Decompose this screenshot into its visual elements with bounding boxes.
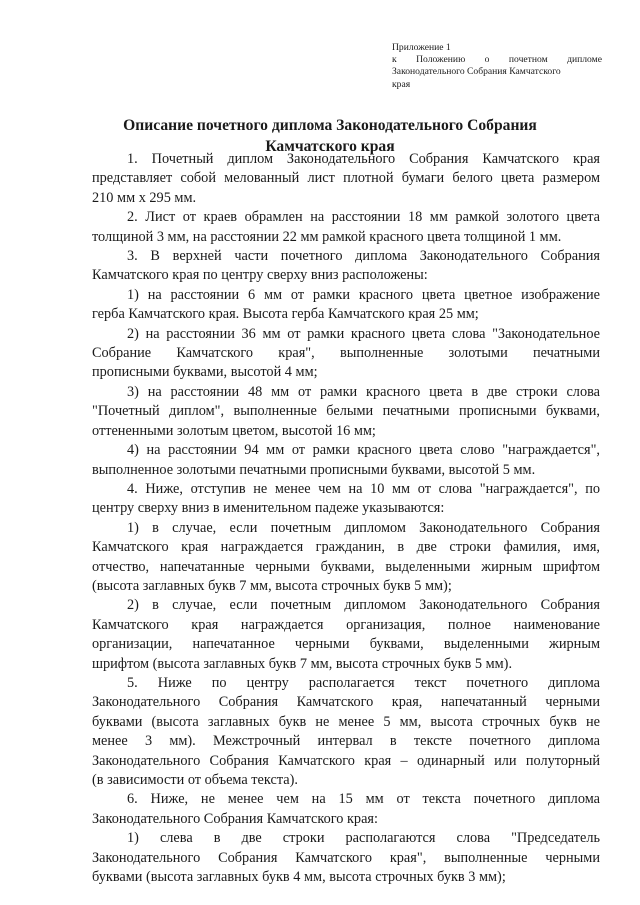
body-line: (в зависимости от объема текста). bbox=[92, 772, 298, 788]
body-line: толщиной 3 мм, на расстоянии 22 мм рамкой красного цвета толщиной 1 мм. bbox=[92, 228, 562, 245]
body-line: прописными буквами, высотой 4 мм; bbox=[92, 364, 318, 381]
body-line: буквами (высота заглавных букв не менее 5 мм, высота строчных букв не bbox=[92, 713, 600, 730]
body-line: 3. В верхней части почетного диплома Законодательного Собрания bbox=[127, 248, 600, 265]
body-line: 2) на расстоянии 36 мм от рамки красного цвета слова "Законодательное bbox=[127, 325, 600, 342]
appendix-note bbox=[392, 42, 602, 91]
body-line: 6. Ниже, не менее чем на 15 мм от текста почетного диплома bbox=[127, 791, 600, 808]
body-line: 5. Ниже по центру располагается текст почетного диплома bbox=[127, 674, 600, 691]
body-line: Собрание Камчатского края", выполненные золотыми печатными bbox=[92, 345, 600, 362]
body-line: шрифтом (высота заглавных букв 7 мм, высота строчных букв 5 мм). bbox=[92, 655, 513, 672]
body-line: герба Камчатского края. Высота герба Камчатского края 25 мм; bbox=[92, 306, 479, 323]
body-line: 4) на расстоянии 94 мм от рамки красного цвета слово "награждается", bbox=[127, 442, 600, 459]
body-line: оттененными золотым цветом, высотой 16 мм; bbox=[92, 422, 376, 439]
body-line: Законодательного Собрания Камчатского края: bbox=[92, 810, 378, 827]
appendix-line: края bbox=[392, 78, 411, 90]
document-body bbox=[92, 150, 600, 887]
body-line: буквами (высота заглавных букв 4 мм, высота строчных букв 3 мм); bbox=[92, 869, 506, 886]
body-line: 1) на расстоянии 6 мм от рамки красного цвета цветное изображение bbox=[127, 286, 600, 303]
title-line: Камчатского края bbox=[265, 138, 395, 155]
body-line: (высота заглавных букв 7 мм, высота строчных букв 5 мм); bbox=[92, 577, 452, 594]
body-line: 4. Ниже, отступив не менее чем на 10 мм от слова "награждается", по bbox=[127, 480, 600, 497]
body-line: Камчатского края награждается гражданин, в две строки фамилия, имя, bbox=[92, 539, 600, 556]
body-line: 2. Лист от краев обрамлен на расстоянии 18 мм рамкой золотого цвета bbox=[127, 209, 600, 226]
body-line: 1) в случае, если почетным дипломом Законодательного Собрания bbox=[127, 519, 600, 536]
body-line: "Почетный диплом", выполненные белыми печатными прописными буквами, bbox=[92, 403, 600, 420]
body-line: 3) на расстоянии 48 мм от рамки красного цвета в две строки слова bbox=[127, 383, 600, 400]
title-line: Описание почетного диплома Законодательного Собрания bbox=[123, 117, 537, 134]
body-line: Камчатского края по центру сверху вниз расположены: bbox=[92, 267, 428, 284]
body-line: центру сверху вниз в именительном падеже указываются: bbox=[92, 500, 445, 517]
appendix-line: Приложение 1 bbox=[392, 42, 451, 53]
body-line: Законодательного Собрания Камчатского края, напечатанный черными bbox=[92, 694, 600, 711]
body-line: 210 мм х 295 мм. bbox=[92, 189, 197, 206]
body-line: Законодательного Собрания Камчатского края – одинарный или полуторный bbox=[92, 752, 600, 769]
body-line: 1) слева в две строки располагаются слова "Председатель bbox=[127, 830, 600, 847]
body-line: представляет собой мелованный лист плотной бумаги белого цвета размером bbox=[92, 170, 600, 187]
body-line: отчество, напечатанные черными буквами, выделенными жирным шрифтом bbox=[92, 558, 600, 575]
body-line: выполненное золотыми печатными прописными буквами, высотой 5 мм. bbox=[92, 461, 536, 478]
body-line: 1. Почетный диплом Законодательного Собрания Камчатского края bbox=[127, 151, 600, 167]
body-line: Законодательного Собрания Камчатского края", выполненные черными bbox=[92, 849, 600, 866]
appendix-line: Законодательного Собрания Камчатского bbox=[392, 66, 561, 78]
body-line: организации, напечатанное черными буквами, выделенными жирным bbox=[92, 636, 600, 653]
appendix-line: к Положению о почетном дипломе bbox=[392, 54, 602, 66]
body-line: менее 3 мм). Межстрочный интервал в тексте почетного диплома bbox=[92, 733, 600, 750]
body-line: 2) в случае, если почетным дипломом Законодательного Собрания bbox=[127, 597, 600, 614]
body-line: Камчатского края награждается организация, полное наименование bbox=[92, 616, 600, 633]
